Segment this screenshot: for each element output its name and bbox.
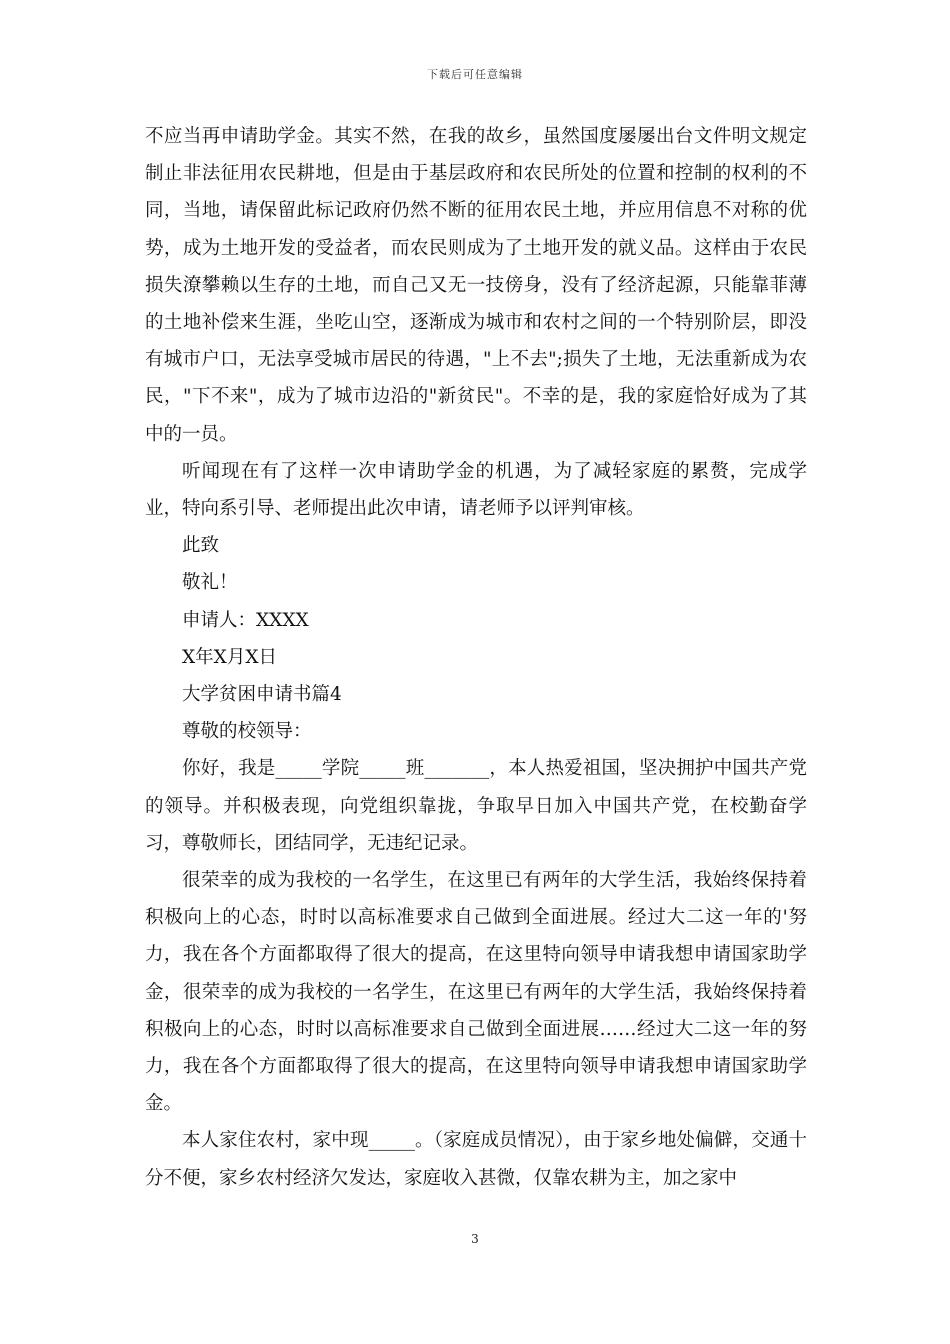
paragraph-continuation: 不应当再申请助学金。其实不然，在我的故乡，虽然国度屡屡出台文件明文规定制止非法征用农民耕地，但是由于基层政府和农民所处的位置和控制的权利的不同，当地，请保留此标记政府仍然不断的征用农民土地，并应用信息不对称的优势，成为土地开发的受益者，而农民则成为了土地开发的就义品。这样由于农民损失潦攀赖以生存的土地，而自己又无一技傍身，没有了经济起源，只能靠菲薄的土地补偿来生涯，坐吃山空，逐渐成为城市和农村之间的一个特别阶层，即没有城市户口，无法享受城市居民的待遇，"上不去";损失了土地，无法重新成为农民，"下不来"，成为了城市边沿的"新贫民"。不幸的是，我的家庭恰好成为了其中的一员。 [145, 126, 807, 445]
page-number: 3 [471, 1232, 479, 1246]
salutation: 尊敬的校领导： [182, 721, 312, 743]
closing-cizhi: 此致 [182, 535, 220, 557]
closing-jingli: 敬礼！ [182, 572, 238, 594]
paragraph-student-life: 很荣幸的成为我校的一名学生，在这里已有两年的大学生活，我始终保持着积极向上的心态，时时以高标准要求自己做到全面进展。经过大二这一年的'努力，我在各个方面都取得了很大的提高，在这里特向领导申请我想申请国家助学金，很荣幸的成为我校的一名学生，在这里已有两年的大学生活，我始终保持着积极向上的心态，时时以高标准要求自己做到全面进展……经过大二这一年的努力，我在各个方面都取得了很大的提高，在这里特向领导申请我想申请国家助学金。 [145, 870, 807, 1115]
applicant-line: 申请人：XXXX [182, 609, 309, 631]
paragraph-intro: 你好，我是_____学院_____班_______，本人热爱祖国，坚决拥护中国共产党的领导。并积极表现，向党组织靠拢，争取早日加入中国共产党，在校勤奋学习，尊敬师长，团结同学，无违纪记录。 [145, 758, 807, 854]
page-header: 下载后可任意编辑 [427, 68, 523, 81]
section-title: 大学贫困申请书篇4 [182, 684, 342, 706]
document-body [145, 118, 807, 1197]
paragraph-family: 本人家住农村，家中现_____。（家庭成员情况），由于家乡地处偏僻，交通十分不便，家乡农村经济欠发达，家庭收入甚微，仅靠农耕为主，加之家中 [145, 1130, 807, 1189]
date-line: X年X月X日 [182, 646, 278, 668]
paragraph-request: 听闻现在有了这样一次申请助学金的机遇，为了减轻家庭的累赘，完成学业，特向系引导、老师提出此次申请，请老师予以评判审核。 [145, 460, 807, 520]
